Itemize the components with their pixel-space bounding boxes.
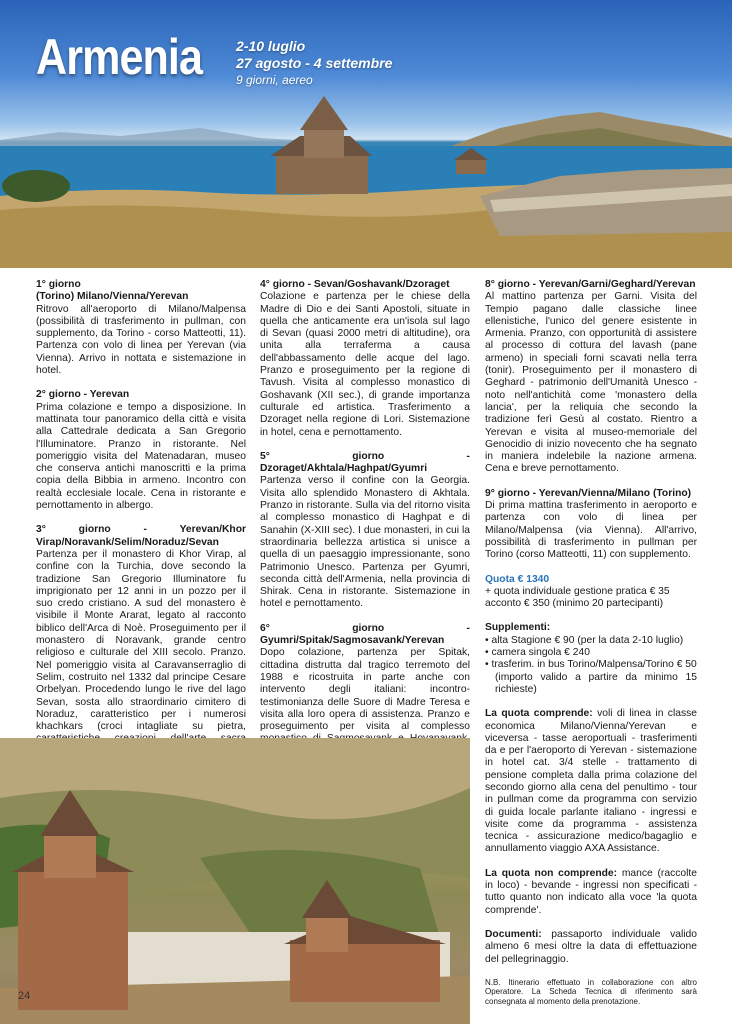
day-5 xyxy=(260,451,470,611)
quota-label: Quota xyxy=(485,573,515,585)
day-2 xyxy=(36,389,246,512)
excludes-text: mance (raccolte in loco) - bevande - ingressi non specificati - tutto quanto non indicato alla voce 'la quota comprende'. xyxy=(485,867,697,916)
quota-value: € 1340 xyxy=(517,573,550,585)
day-1 xyxy=(36,279,246,377)
documents xyxy=(485,929,697,966)
noravank-monastery-photo xyxy=(0,738,470,1024)
monastery-illustration xyxy=(0,738,470,1024)
day-title: 3° giorno - Yerevan/Khor Virap/Noravank/Selim/Noraduz/Sevan xyxy=(36,524,246,548)
includes-text: voli di linea in classe economica Milano/Vienna/Yerevan e viceversa - tasse aeroportuali - trasferimenti da e per l'aeroporto di Yerevan - sistemazione in hotel cat. 3/4 stelle - trattamento di pensione completa dalla prima colazione del secondo giorno alla cena del penultimo - tour in pullman come da programma con servizio di guida locale parlante italiano - ingressi e visite come da programma - assistenza tecnica - assicurazione medico/bagaglio e annullamento viaggio AXA Assistance. xyxy=(485,708,697,855)
pricing xyxy=(485,574,697,611)
day-8 xyxy=(485,279,697,476)
hero-photo xyxy=(0,0,732,268)
footnote: N.B. Itinerario effettuato in collaborazione con altro Operatore. La Scheda Tecnica di riferimento sarà consegnata al momento della prenotazione. xyxy=(485,977,697,1006)
day-subtitle: (Torino) Milano/Vienna/Yerevan xyxy=(36,291,189,303)
trip-duration: 9 giorni, aereo xyxy=(236,73,313,87)
day-9 xyxy=(485,488,697,562)
day-text: Dopo colazione, partenza per Spitak, cittadina distrutta dal tragico terremoto del 1988 e ricostruita in parte anche con intervento degli italiani: incontro-testimonianza delle Suore di Madre Teresa e visita alla loro opera di assistenza. Pranzo e proseguimento per visita al complesso xyxy=(260,647,470,733)
day-title: 2° giorno - Yerevan xyxy=(36,389,130,401)
supplement-note: (importo valido a partire da minimo 15 richieste) xyxy=(495,671,697,695)
day-title: 1° giorno xyxy=(36,279,81,290)
day-title: 5° giorno - Dzoraget/Akhtala/Haghpat/Gyumri xyxy=(260,450,470,475)
deposit: acconto € 350 (minimo 20 partecipanti) xyxy=(485,598,664,610)
page-number: 24 xyxy=(18,990,31,1002)
day-text: Al mattino partenza per Garni. Visita del Tempio pagano dalle classiche linee ellenistiche, l'unico del genere esistente in Armenia. Pranzo, con opportunità di assistere al processo di cottura del lavash (pane armeno) in speciali forni scavati nella terra (tonir). Proseguimento per il monastero di Geghard - patrimonio dell'Umanità Unesco - noto nell'antichità come 'monastero della lancia', per la reliquia che secondo la tradizione ferì Gesù al costato. Rientro a Yerevan e visita al museo-memoriale del Genocidio di inizio novecento che ha segnato in maniera indelebile la nazione armena. Cena e breve pernottamento. xyxy=(485,291,697,475)
supplement-item: • camera singola € 240 xyxy=(485,647,590,659)
date-2: 27 agosto - 4 settembre xyxy=(236,55,393,71)
includes xyxy=(485,708,697,856)
documents-title: Documenti: xyxy=(485,928,542,940)
management-fee: + quota individuale gestione pratica € 35 xyxy=(485,585,670,597)
date-1: 2-10 luglio xyxy=(236,38,306,54)
supplement-item: • trasferim. in bus Torino/Malpensa/Torino € 50 xyxy=(485,659,697,671)
supplements-title: Supplementi: xyxy=(485,622,551,634)
day-title: 9° giorno - Yerevan/Vienna/Milano (Torino) xyxy=(485,487,692,499)
excludes xyxy=(485,868,697,917)
day-title: 4° giorno - Sevan/Goshavank/Dzoraget xyxy=(260,279,450,290)
supplement-item: • alta Stagione € 90 (per la data 2-10 luglio) xyxy=(485,634,684,646)
day-text: Ritrovo all'aeroporto di Milano/Malpensa (possibilità di trasferimento in pullman, con supplemento, da Torino - corso Matteotti, 11). Partenza con volo di linea per Yerevan (via Vienna). Arrivo in nottata e sistemazione in hotel. xyxy=(36,303,246,377)
day-text: Partenza per il monastero di Khor Virap, al confine con la Turchia, dove secondo la tradizione San Gregorio Illuminatore fu imprigionato per 12 anni in un pozzo per il suo credo cristiano. A sud del monastero è visibile il Monte Ararat, legato al racconto biblico dell'Arca di Noè. Proseguimento per il monastero di Noravank, grande centro religioso e culturale del XIII secolo. Pranzo. Nel pomeriggio visita al Caravanserraglio di Selim, costruito nel 1332 dal principe Cesare Orbelyan. Procedendo lungo le rive del lago Sevan, sosta allo straordinario cimitero di Noraduz, caratteristico per i numerosi khachkars (croci intagliate su pietra, xyxy=(36,548,246,733)
day-text: Partenza verso il confine con la Georgia. Visita allo splendido Monastero di Akhtala. Pranzo in ristorante. Sulla via del ritorno visita al complesso monastico di Haghpat e di Sanahin (X-XIII sec). I due monasteri, in cui la straordinaria bellezza artistica si unisce a quella di un paesaggio impressionante, sono Patrimonio Unesco. Partenza per Gyumri, seconda città dell'Armenia, nella provincia di Shirak. Cena in ristorante. Sistemazione in hotel e pernottamento. xyxy=(260,475,470,610)
column-1 xyxy=(36,279,246,795)
day-4 xyxy=(260,279,470,439)
day-text: Colazione e partenza per le chiese della Madre di Dio e dei Santi Apostoli, situate in quella che anticamente era un'isola sul lago di Sevan (quasi 2000 metri di altitudine), ora unita alla terraferma a causa dell'abbassamento delle acque del lago. Pranzo e proseguimento per la regione di Tavush. Visita al complesso monastico di Goshavank (XII sec.), di grande importanza culturale ed artistica. Trasferimento a Dzoraget nella regione di Lori. Sistemazione in hotel, cena e pernottamento. xyxy=(260,291,470,438)
day-text: Di prima mattina trasferimento in aeroporto e partenza con volo di linea per Milano/Malpensa (via Vienna). All'arrivo, possibilità di trasferimento in pullman per Torino (corso Matteotti, 11) con supplemento. xyxy=(485,500,697,561)
trip-dates xyxy=(236,38,392,89)
documents-text: passaporto individuale valido almeno 6 mesi oltre la data di effettuazione del pellegrinaggio. xyxy=(485,928,697,965)
includes-title: La quota comprende: xyxy=(485,708,593,720)
excludes-title: La quota non comprende: xyxy=(485,867,618,879)
day-text: Prima colazione e tempo a disposizione. In mattinata tour panoramico della città e visita alla Cattedrale dedicata a San Gregorio l'Illuminatore. Pranzo in ristorante. Nel pomeriggio visita del Matenadaran, museo che conserva antichi manoscritti e la prima copia della Bibbia in armeno. Incontro con realtà ecclesiale locale. Cena in ristorante e pernottamento in albergo. xyxy=(36,401,246,512)
quota-line xyxy=(485,574,697,586)
day-title: 8° giorno - Yerevan/Garni/Geghard/Yerevan xyxy=(485,279,696,290)
supplements xyxy=(485,622,697,696)
day-title: 6° giorno - Gyumri/Spitak/Sagmosavank/Yerevan xyxy=(260,622,470,647)
column-3 xyxy=(485,279,697,1006)
page-title: Armenia xyxy=(36,29,203,85)
